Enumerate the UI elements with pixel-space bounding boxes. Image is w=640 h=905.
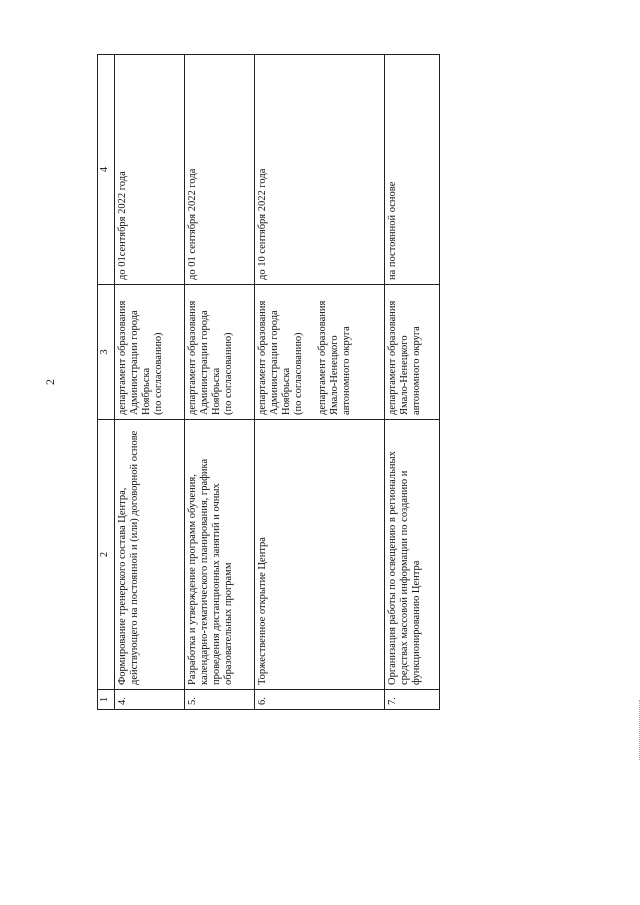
rotated-table-container (97, 55, 436, 710)
header-col-1: 1 (98, 690, 115, 710)
responsible-line: автономного округа (341, 326, 352, 415)
responsible-line: департамент образования (317, 300, 328, 415)
responsible-line: департамент образования (117, 300, 128, 415)
responsible-cell (385, 285, 440, 420)
responsible-line: автономного округа (411, 326, 422, 415)
responsible-line: департамент образования (257, 300, 268, 415)
responsible-line: Ноябрьска (141, 367, 152, 415)
page-number: 2 (43, 379, 57, 385)
row-number: 5. (185, 690, 255, 710)
table-row (185, 55, 255, 710)
table-row (255, 55, 385, 710)
deadline-cell: до 01сентября 2022 года (115, 55, 185, 285)
responsible-line: (по согласованию) (223, 332, 234, 415)
scan-edge-mark (635, 700, 640, 760)
table-header-row (98, 55, 115, 710)
responsible-line: (по согласованию) (153, 332, 164, 415)
deadline-cell: до 01 сентября 2022 года (185, 55, 255, 285)
responsible-line: (по согласованию) (293, 332, 304, 415)
header-col-2: 2 (98, 420, 115, 690)
responsible-cell (255, 285, 385, 420)
responsible-cell (115, 285, 185, 420)
responsible-line: Администрации города (269, 310, 280, 415)
task-cell: Торжественное открытие Центра (255, 420, 385, 690)
responsible-line: департамент образования (187, 300, 198, 415)
header-col-3: 3 (98, 285, 115, 420)
deadline-cell: на постоянной основе (385, 55, 440, 285)
responsible-line: Ноябрьска (281, 367, 292, 415)
row-number: 7. (385, 690, 440, 710)
task-cell: Разработка и утверждение программ обучения, календарно-тематического планирования, графика проведения дистанционных занятий и очных образовательных программ (185, 420, 255, 690)
responsible-line: Ямало-Ненецкого (399, 335, 410, 415)
responsible-line: Администрации города (129, 310, 140, 415)
table-row (385, 55, 440, 710)
table-row (115, 55, 185, 710)
responsible-line: Ямало-Ненецкого (329, 335, 340, 415)
responsible-line: Ноябрьска (211, 367, 222, 415)
header-col-4: 4 (98, 55, 115, 285)
responsible-line: Администрации города (199, 310, 210, 415)
schedule-table (97, 54, 440, 710)
deadline-cell: до 10 сентября 2022 года (255, 55, 385, 285)
responsible-cell (185, 285, 255, 420)
task-cell: Формирование тренерского состава Центра, действующего на постоянной и (или) договорной основе (115, 420, 185, 690)
row-number: 4. (115, 690, 185, 710)
task-cell: Организация работы по освещению в региональных средствах массовой информации по созданию и функционированию Центра (385, 420, 440, 690)
row-number: 6. (255, 690, 385, 710)
responsible-line: департамент образования (387, 300, 398, 415)
